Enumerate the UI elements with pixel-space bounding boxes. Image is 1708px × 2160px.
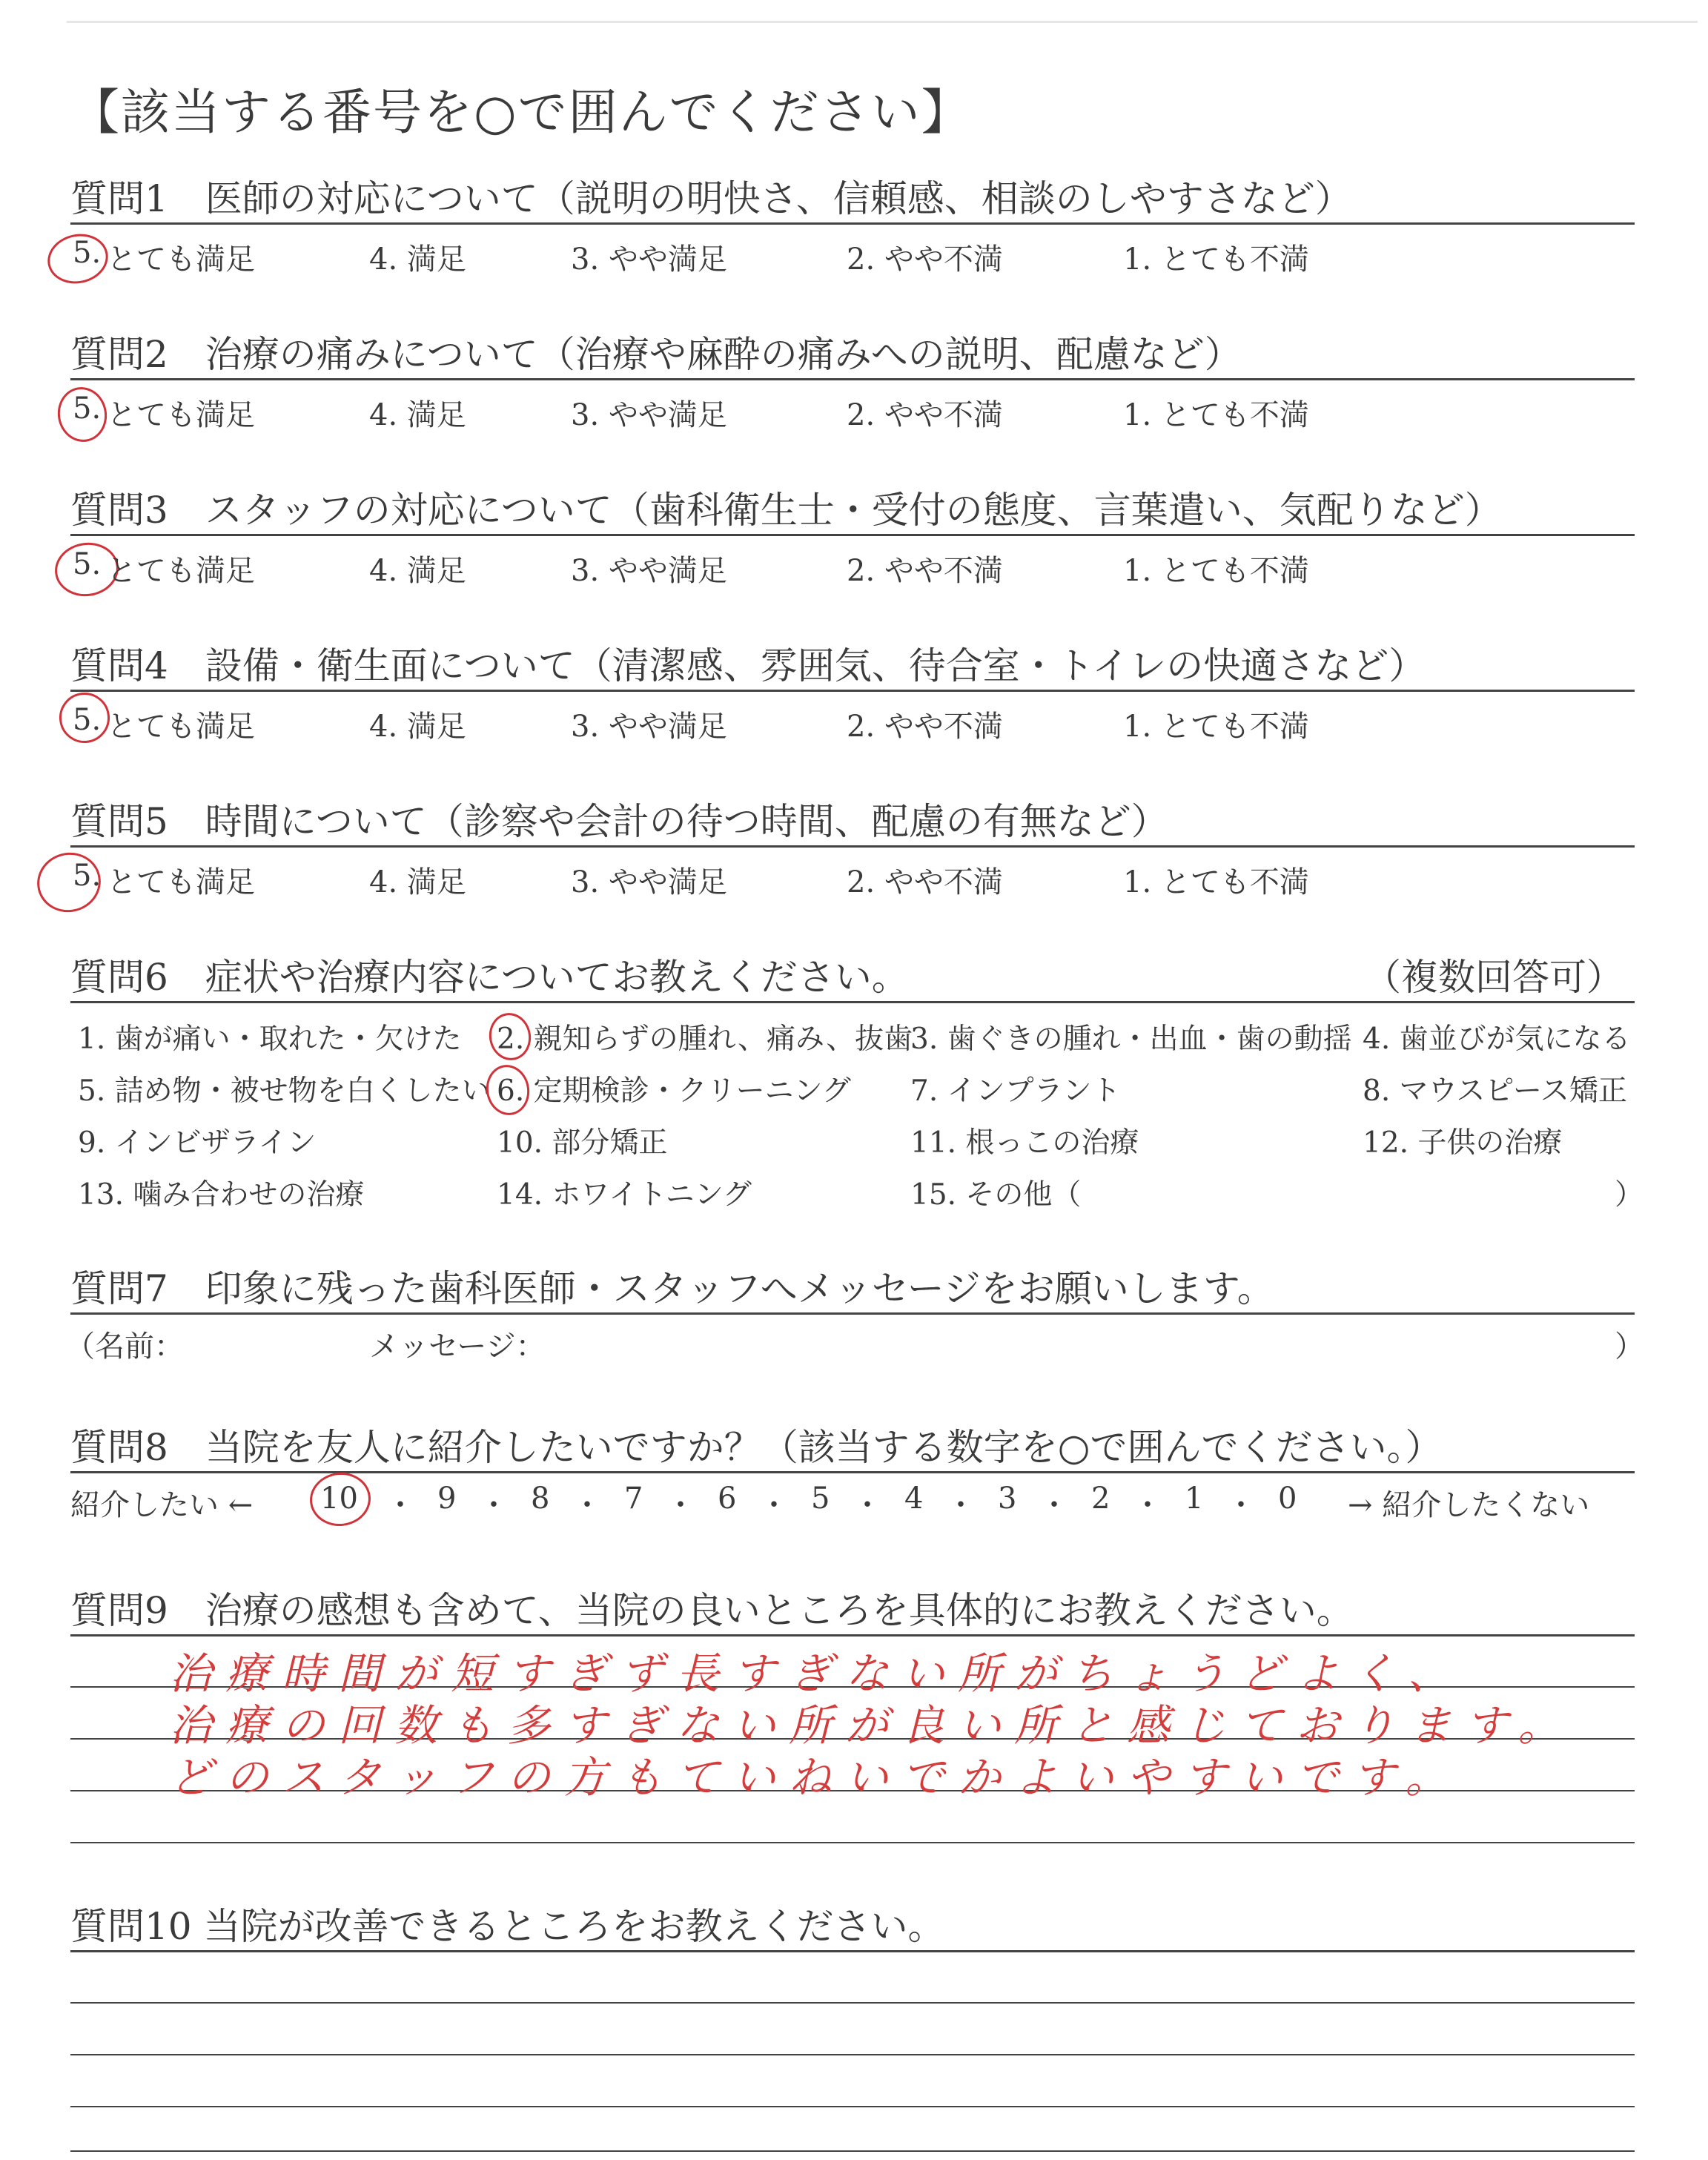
q6-item-7[interactable]: 7. インプラント (910, 1074, 1121, 1108)
q10-answer-line-1 (70, 2002, 1635, 2004)
q8-separator: ・ (479, 1488, 509, 1522)
q8-scale-10[interactable]: 10 (320, 1482, 358, 1516)
question-2-title: 質問2 治療の痛みについて（治療や麻酔の痛みへの説明、配慮など） (70, 333, 1242, 376)
q8-scale-8[interactable]: 8 (531, 1482, 550, 1516)
q8-scale-7[interactable]: 7 (624, 1482, 643, 1516)
question-5-option-3[interactable]: 3. やや満足 (571, 865, 727, 899)
question-2-option-5-label[interactable]: とても満足 (107, 398, 255, 432)
question-8-title: 質問8 当院を友人に紹介したいですか？（該当する数字を○で囲んでください。） (70, 1426, 1443, 1469)
question-5-option-4[interactable]: 4. 満足 (369, 865, 466, 899)
question-3-option-5-number[interactable]: 5. (73, 547, 102, 581)
q8-separator: ・ (1226, 1488, 1256, 1522)
q9-handwritten-answer-line-3: どのスタッフの方もていねいでかよいやすいです。 (169, 1752, 1462, 1803)
question-1-option-5-label[interactable]: とても満足 (107, 242, 255, 277)
q9-handwritten-answer-line-2: 治療の回数も多すぎない所が良い所と感じております。 (169, 1700, 1575, 1751)
question-10-rule (70, 1950, 1635, 1952)
q6-item-3[interactable]: 3. 歯ぐきの腫れ・出血・歯の動揺 (910, 1023, 1352, 1056)
question-6-title: 質問6 症状や治療内容についてお教えください。 (70, 956, 909, 999)
question-1-option-1[interactable]: 1. とても不満 (1123, 242, 1309, 277)
question-5-option-5-label[interactable]: とても満足 (107, 865, 255, 899)
question-5-option-1[interactable]: 1. とても不満 (1123, 865, 1309, 899)
q6-item-14[interactable]: 14. ホワイトニング (497, 1178, 752, 1212)
q10-answer-line-2 (70, 2054, 1635, 2055)
q8-left-label: 紹介したい ← (70, 1488, 254, 1522)
q8-scale-9[interactable]: 9 (437, 1482, 457, 1516)
q6-item-4[interactable]: 4. 歯並びが気になる (1363, 1023, 1631, 1056)
q8-scale-0[interactable]: 0 (1278, 1482, 1297, 1516)
q10-answer-line-4 (70, 2150, 1635, 2152)
q6-item-13[interactable]: 13. 噛み合わせの治療 (78, 1178, 365, 1212)
q9-answer-line-4 (70, 1842, 1635, 1843)
question-9-title: 質問9 治療の感想も含めて、当院の良いところを具体的にお教えください。 (70, 1589, 1354, 1632)
q6-item-10[interactable]: 10. 部分矯正 (497, 1126, 668, 1160)
question-3-option-2[interactable]: 2. やや不満 (847, 554, 1003, 588)
question-9-rule (70, 1634, 1635, 1636)
question-7-title: 質問7 印象に残った歯科医師・スタッフへメッセージをお願いします。 (70, 1267, 1274, 1310)
question-8-rule (70, 1471, 1635, 1473)
question-10-title: 質問10 当院が改善できるところをお教えください。 (70, 1905, 945, 1948)
q8-scale-1[interactable]: 1 (1185, 1482, 1204, 1516)
question-1-option-5-number[interactable]: 5. (73, 236, 102, 270)
question-1-option-2[interactable]: 2. やや不満 (847, 242, 1003, 277)
question-5-option-2[interactable]: 2. やや不満 (847, 865, 1003, 899)
question-2-option-5-number[interactable]: 5. (73, 392, 102, 426)
question-5-title: 質問5 時間について（診察や会計の待つ時間、配慮の有無など） (70, 800, 1168, 843)
question-2-option-1[interactable]: 1. とても不満 (1123, 398, 1309, 432)
q6-item-5[interactable]: 5. 詰め物・被せ物を白くしたい (78, 1074, 491, 1108)
q8-separator: ・ (572, 1488, 602, 1522)
q8-scale-2[interactable]: 2 (1091, 1482, 1110, 1516)
q8-scale-3[interactable]: 3 (998, 1482, 1017, 1516)
question-3-option-1[interactable]: 1. とても不満 (1123, 554, 1309, 588)
q7-close-paren: ） (1615, 1330, 1644, 1364)
q6-item-1[interactable]: 1. 歯が痛い・取れた・欠けた (78, 1023, 462, 1056)
question-6-rule (70, 1001, 1635, 1003)
q8-scale-5[interactable]: 5 (811, 1482, 830, 1516)
q6-item-11[interactable]: 11. 根っこの治療 (910, 1126, 1139, 1160)
page-top-edge (67, 21, 1698, 23)
q6-item-6[interactable]: 6. 定期検診・クリーニング (497, 1074, 851, 1108)
q7-message-label: メッセージ： (369, 1330, 546, 1364)
question-7-rule (70, 1312, 1635, 1315)
q8-separator: ・ (1039, 1488, 1069, 1522)
question-3-title: 質問3 スタッフの対応について（歯科衛生士・受付の態度、言葉遣い、気配りなど） (70, 489, 1502, 532)
question-5-rule (70, 845, 1635, 848)
q10-answer-line-3 (70, 2106, 1635, 2107)
question-4-option-4[interactable]: 4. 満足 (369, 710, 466, 744)
question-4-title: 質問4 設備・衛生面について（清潔感、雰囲気、待合室・トイレの快適さなど） (70, 644, 1426, 687)
q6-item-12[interactable]: 12. 子供の治療 (1363, 1126, 1563, 1160)
q6-item-8[interactable]: 8. マウスピース矯正 (1363, 1074, 1627, 1108)
q6-item-15[interactable]: 15. その他（ (910, 1178, 1082, 1212)
q6-item-2[interactable]: 2. 親知らずの腫れ、痛み、抜歯 (497, 1023, 913, 1056)
question-2-option-3[interactable]: 3. やや満足 (571, 398, 727, 432)
question-5-option-5-number[interactable]: 5. (73, 859, 102, 893)
question-2-rule (70, 378, 1635, 380)
question-4-option-5-number[interactable]: 5. (73, 703, 102, 737)
question-4-option-3[interactable]: 3. やや満足 (571, 710, 727, 744)
question-3-rule (70, 534, 1635, 536)
question-1-option-3[interactable]: 3. やや満足 (571, 242, 727, 277)
q8-scale-6[interactable]: 6 (718, 1482, 737, 1516)
q8-separator: ・ (666, 1488, 695, 1522)
q6-other-close-paren: ） (1615, 1178, 1644, 1212)
question-3-option-3[interactable]: 3. やや満足 (571, 554, 727, 588)
question-4-option-2[interactable]: 2. やや不満 (847, 710, 1003, 744)
q8-right-label: → 紹介したくない (1348, 1488, 1590, 1522)
q8-separator: ・ (853, 1488, 882, 1522)
q6-item-9[interactable]: 9. インビザライン (78, 1126, 317, 1160)
q7-name-label: （名前： (65, 1330, 184, 1364)
question-4-option-5-label[interactable]: とても満足 (107, 710, 255, 744)
q8-separator: ・ (385, 1488, 415, 1522)
question-2-option-2[interactable]: 2. やや不満 (847, 398, 1003, 432)
q8-separator: ・ (946, 1488, 976, 1522)
question-1-option-4[interactable]: 4. 満足 (369, 242, 466, 277)
question-6-note: （複数回答可） (1364, 956, 1623, 999)
q9-handwritten-answer-line-1: 治療時間が短すぎず長すぎない所がちょうどよく、 (169, 1648, 1464, 1699)
q8-separator: ・ (1133, 1488, 1162, 1522)
question-2-option-4[interactable]: 4. 満足 (369, 398, 466, 432)
question-3-option-4[interactable]: 4. 満足 (369, 554, 466, 588)
q8-scale-4[interactable]: 4 (904, 1482, 924, 1516)
q8-separator: ・ (759, 1488, 789, 1522)
question-1-title: 質問1 医師の対応について（説明の明快さ、信頼感、相談のしやすさなど） (70, 177, 1352, 220)
form-heading: 【該当する番号を○で囲んでください】 (70, 84, 972, 141)
question-3-option-5-label[interactable]: とても満足 (107, 554, 255, 588)
question-4-option-1[interactable]: 1. とても不満 (1123, 710, 1309, 744)
question-4-rule (70, 690, 1635, 692)
question-1-rule (70, 222, 1635, 225)
